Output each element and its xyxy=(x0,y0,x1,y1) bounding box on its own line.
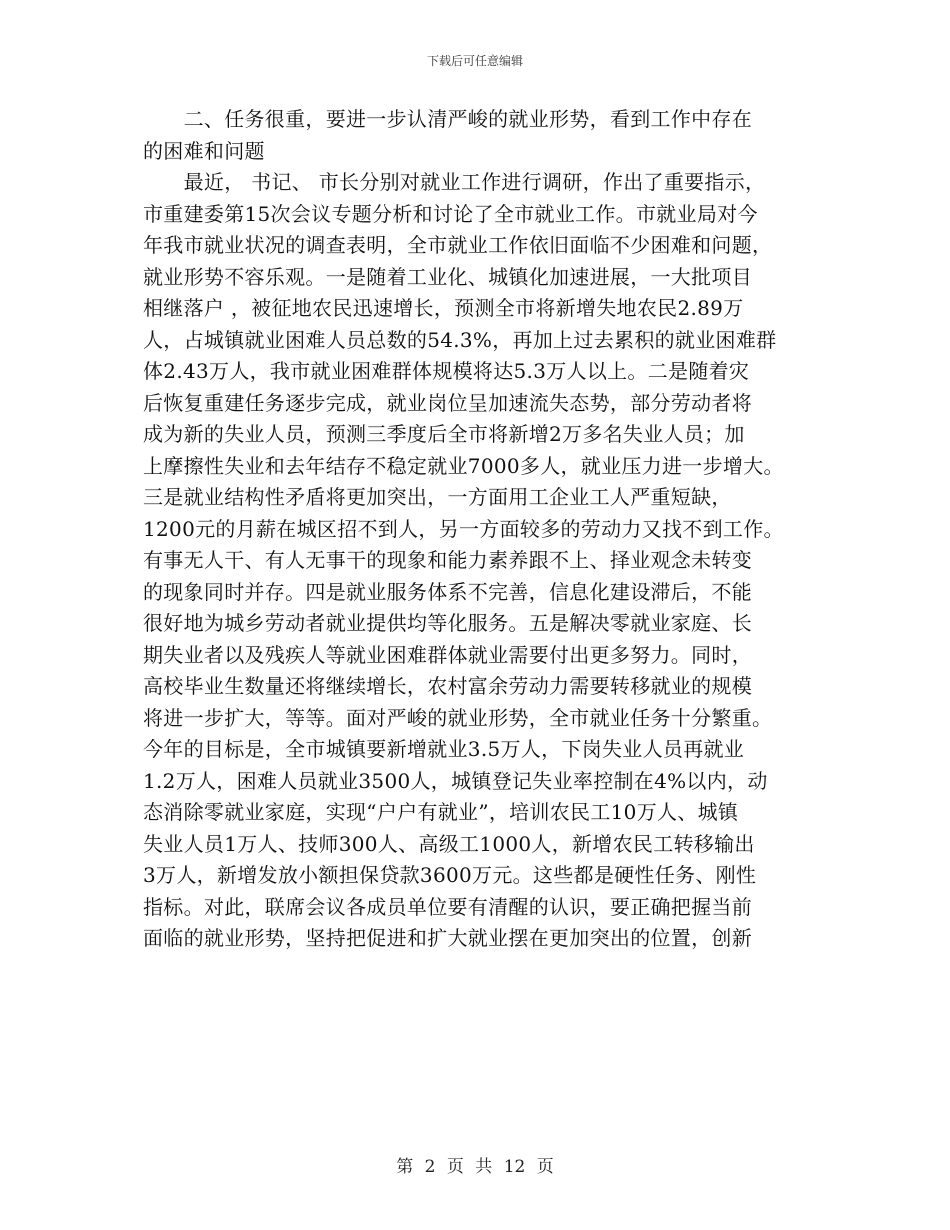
text-line: 就业形势不容乐观。一是随着工业化、城镇化加速进展，一大批项目 xyxy=(143,264,752,289)
text-line: 高校毕业生数量还将继续增长，农村富余劳动力需要转移就业的规模 xyxy=(143,674,752,698)
text-line: 相继落户 ，被征地农民迅速增长，预测全市将新增失地农民2.89万 xyxy=(143,296,744,320)
text-line: 很好地为城乡劳动者就业提供均等化服务。五是解决零就业家庭、长 xyxy=(143,611,752,635)
text-line: 人，占城镇就业困难人员总数的54.3%，再加上过去累积的就业困难群 xyxy=(143,327,777,352)
text-line: 指标。对此，联席会议各成员单位要有清醒的认识，要正确把握当前 xyxy=(143,894,752,919)
text-line: 上摩擦性失业和去年结存不稳定就业7000多人，就业压力进一步增大。 xyxy=(143,453,784,478)
text-line: 成为新的失业人员，预测三季度后全市将新增2万多名失业人员；加 xyxy=(143,422,745,446)
text-line: 最近， 书记、 市长分别对就业工作进行调研，作出了重要指示， xyxy=(143,170,766,194)
text-line: 的现象同时并存。四是就业服务体系不完善，信息化建设滞后，不能 xyxy=(143,579,752,604)
document-body xyxy=(143,104,823,955)
text-line: 1.2万人，困难人员就业3500人，城镇登记失业率控制在4%以内，动 xyxy=(143,768,768,793)
text-line: 失业人员1万人、技师300人、高级工1000人，新增农民工转移输出 xyxy=(143,831,755,856)
text-line: 3万人，新增发放小额担保贷款3600万元。这些都是硬性任务、刚性 xyxy=(143,863,757,887)
text-line: 面临的就业形势，坚持把促进和扩大就业摆在更加突出的位置，创新 xyxy=(143,926,752,950)
text-line: 期失业者以及残疾人等就业困难群体就业需要付出更多努力。同时， xyxy=(143,642,752,667)
text-line: 有事无人干、有人无事干的现象和能力素养跟不上、择业观念未转变 xyxy=(143,548,752,572)
text-line: 1200元的月薪在城区招不到人，另一方面较多的劳动力又找不到工作。 xyxy=(143,516,784,541)
text-line: 的困难和问题 xyxy=(143,138,265,163)
text-line: 三是就业结构性矛盾将更加突出，一方面用工企业工人严重短缺， xyxy=(143,485,732,509)
text-line: 二、任务很重，要进一步认清严峻的就业形势，看到工作中存在 xyxy=(143,107,752,131)
text-line: 年我市就业状况的调查表明，全市就业工作依旧面临不少困难和问题， xyxy=(143,233,773,257)
text-line: 市重建委第15次会议专题分析和讨论了全市就业工作。市就业局对今 xyxy=(143,201,758,226)
text-line: 今年的目标是，全市城镇要新增就业3.5万人，下岗失业人员再就业 xyxy=(143,737,745,761)
text-line: 后恢复重建任务逐步完成，就业岗位呈加速流失态势，部分劳动者将 xyxy=(143,390,752,415)
page-header-note: 下载后可任意编辑 xyxy=(426,54,523,68)
text-line: 体2.43万人，我市就业困难群体规模将达5.3万人以上。二是随着灾 xyxy=(143,359,750,383)
text-line: 将进一步扩大，等等。面对严峻的就业形势，全市就业任务十分繁重。 xyxy=(143,705,773,730)
page-number-footer: 第 2 页 共 12 页 xyxy=(396,1157,554,1177)
text-line: 态消除零就业家庭，实现“户户有就业”，培训农民工10万人、城镇 xyxy=(143,800,739,824)
